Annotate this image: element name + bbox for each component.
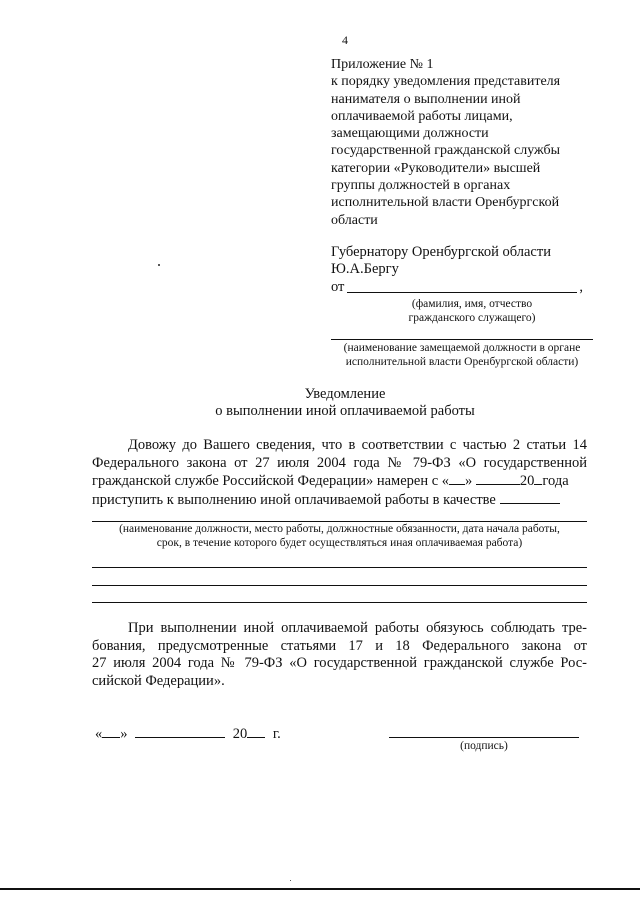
signature-caption: (подпись)	[460, 740, 508, 752]
position-caption	[327, 341, 597, 369]
document-title: Уведомление	[304, 386, 386, 402]
paragraph-line: 27 июля 2004 года № 79-ФЗ «О государственной гражданской службе Рос-	[92, 655, 587, 672]
appendix-line: нанимателя о выполнении иной	[331, 91, 521, 107]
date-close-quote: »	[465, 473, 473, 490]
work-caption-line: (наименование должности, место работы, должностные обязанности, дата начала работы,	[119, 523, 560, 535]
signature-date	[95, 725, 281, 743]
year-prefix: 20	[232, 726, 248, 742]
appendix-line: к порядку уведомления представителя	[331, 74, 561, 90]
appendix-line: государственной гражданской службы	[331, 143, 561, 159]
scan-speck	[290, 880, 291, 881]
work-details-caption	[92, 522, 587, 550]
from-comma: ,	[579, 279, 583, 295]
position-line	[331, 339, 593, 340]
month-blank	[476, 472, 520, 485]
appendix-line: замещающими должности	[331, 126, 489, 142]
year-blank	[247, 725, 265, 738]
work-details-line	[92, 567, 587, 568]
day-blank	[102, 725, 120, 738]
paragraph-line: сийской Федерации».	[92, 673, 225, 690]
from-caption	[372, 297, 572, 325]
work-details-line	[92, 602, 587, 603]
day-blank	[449, 472, 465, 485]
year-prefix: 20	[519, 473, 535, 490]
date-close-quote: »	[120, 726, 128, 742]
page-bottom-rule	[0, 888, 640, 890]
capacity-blank	[500, 491, 560, 504]
work-details-line	[92, 585, 587, 586]
year-word: года	[542, 473, 569, 490]
scan-speck	[158, 264, 160, 266]
from-label: от	[331, 279, 345, 295]
work-caption-line: срок, в течение которого будет осуществляться иная оплачиваемая работа)	[156, 537, 523, 549]
notification-paragraph	[92, 437, 587, 510]
paragraph-line: При выполнении иной оплачиваемой работы обязуюсь соблюдать тре-	[128, 620, 587, 636]
from-name-line	[347, 292, 577, 293]
addressee-title: Губернатору Оренбургской области	[331, 244, 551, 260]
paragraph-line-with-blank	[92, 491, 587, 510]
obligation-paragraph	[92, 620, 587, 691]
appendix-line: категории «Руководители» высшей	[331, 160, 541, 176]
appendix-title: Приложение № 1	[331, 57, 434, 72]
addressee-block	[331, 244, 611, 278]
appendix-block	[331, 56, 631, 229]
from-caption-line: (фамилия, имя, отчество	[411, 298, 533, 310]
paragraph-line: бования, предусмотренные статьями 17 и 18 Федерального закона от	[92, 637, 587, 654]
appendix-line: области	[331, 212, 378, 228]
position-caption-line: (наименование замещаемой должности в органе	[343, 342, 581, 354]
appendix-line: группы должностей в органах	[331, 178, 511, 194]
appendix-line: оплачиваемой работы лицами,	[331, 108, 513, 124]
document-subtitle: о выполнении иной оплачиваемой работы	[215, 403, 475, 419]
paragraph-line-with-date	[92, 472, 587, 491]
date-open-quote: «	[95, 726, 103, 742]
from-field	[331, 279, 591, 297]
date-prefix-text: гражданской службе Российской Федерации» намерен с «	[92, 473, 450, 490]
month-blank	[135, 725, 225, 738]
position-caption-line: исполнительной власти Оренбургской области)	[345, 356, 579, 368]
paragraph-line: Федерального закона от 27 июля 2004 года № 79-ФЗ «О государственной	[92, 454, 587, 471]
page-number: 4	[342, 33, 348, 47]
from-caption-line: гражданского служащего)	[408, 312, 536, 324]
appendix-line: исполнительной власти Оренбургской	[331, 195, 560, 211]
signature-line	[389, 737, 579, 738]
addressee-name: Ю.А.Бергу	[331, 261, 399, 277]
paragraph-line: Довожу до Вашего сведения, что в соответствии с частью 2 статьи 14	[128, 437, 587, 453]
year-suffix: г.	[272, 726, 281, 742]
capacity-text: приступить к выполнению иной оплачиваемой работы в качестве	[92, 492, 496, 509]
